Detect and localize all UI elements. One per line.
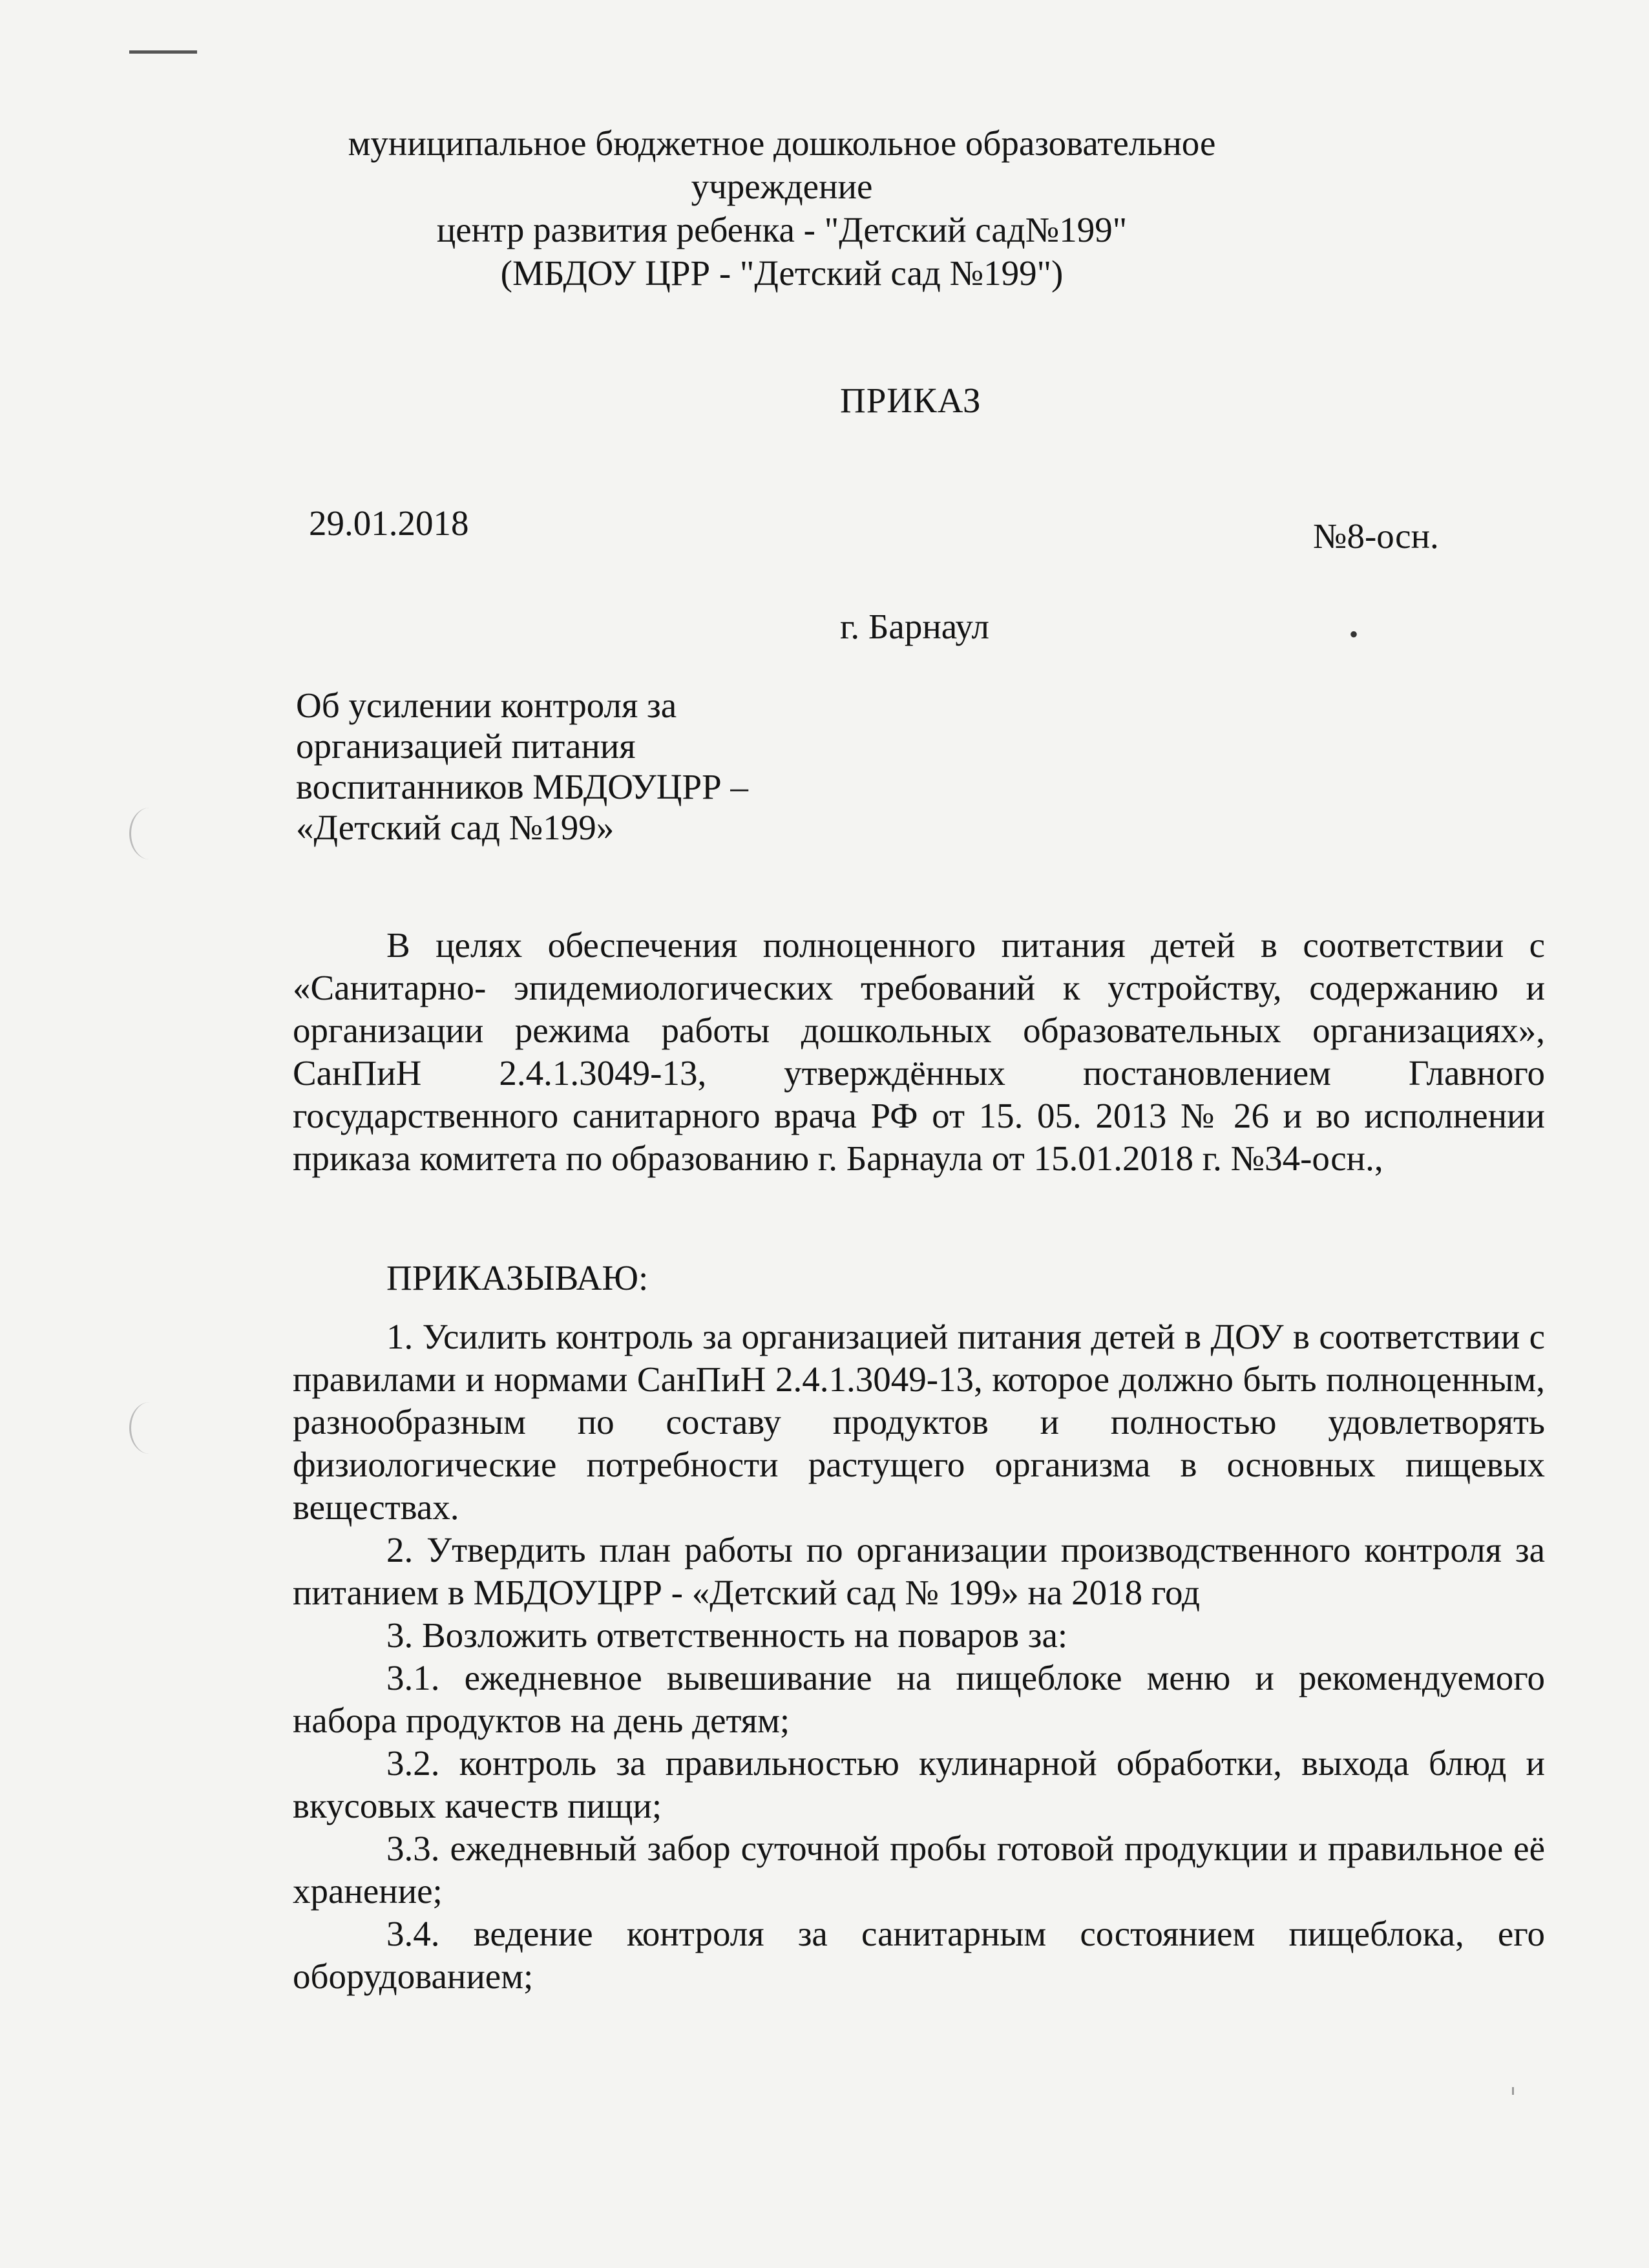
organization-header — [271, 121, 1292, 295]
order-item-3-4: 3.4. ведение контроля за санитарным состоянием пищеблока, его оборудованием; — [293, 1914, 1545, 1996]
document-number: №8-осн. — [1313, 516, 1439, 556]
document-city: г. Барнаул — [840, 607, 989, 646]
order-item-3-1: 3.1. ежедневное вывешивание на пищеблоке меню и рекомендуемого набора продуктов на день детям; — [293, 1658, 1545, 1740]
header-line-1: муниципальное бюджетное дошкольное образовательное учреждение — [348, 123, 1216, 206]
header-line-2: центр развития ребенка - "Детский сад№199" — [436, 210, 1128, 249]
subject-line: воспитанников МБДОУЦРР – — [296, 767, 748, 806]
order-word: ПРИКАЗЫВАЮ: — [386, 1258, 649, 1297]
preamble-block — [293, 924, 1545, 1180]
subject-line: Об усилении контроля за — [296, 686, 677, 725]
order-item-1: 1. Усилить контроль за организацией питания детей в ДОУ в соответствии с правилами и нормами СанПиН 2.4.1.3049-13, которое должно быть полноценным, разнообразным по составу продуктов и полностью удовлетворять физиологические потребности растущего организма в основных пищевых веществах. — [293, 1317, 1545, 1527]
document-type: ПРИКАЗ — [840, 381, 982, 420]
order-item-2: 2. Утвердить план работы по организации производственного контроля за питанием в МБДОУЦРР - «Детский сад № 199» на 2018 год — [293, 1530, 1545, 1612]
scan-speck — [1512, 2087, 1514, 2095]
document-subject — [296, 685, 748, 848]
stray-mark: • — [1349, 620, 1359, 649]
order-items — [293, 1316, 1545, 1998]
subject-line: организацией питания — [296, 726, 636, 766]
preamble-text: В целях обеспечения полноценного питания детей в соответствии с «Санитарно- эпидемиологических требований к устройству, содержанию и организации режима работы дошкольных образовательных организациях», СанПиН 2.4.1.3049-13, утверждённых постановлением Главного государственного санитарного врача РФ от 15. 05. 2013 № 26 и во исполнении приказа комитета по образованию г. Барнаула от 15.01.2018 г. №34-осн., — [293, 925, 1545, 1178]
subject-line: «Детский сад №199» — [296, 808, 614, 847]
document-date: 29.01.2018 — [309, 503, 469, 543]
order-item-3: 3. Возложить ответственность на поваров за: — [386, 1615, 1068, 1655]
order-item-3-2: 3.2. контроль за правильностью кулинарной обработки, выхода блюд и вкусовых качеств пищи; — [293, 1743, 1545, 1825]
corner-scan-mark — [129, 50, 197, 54]
punch-hole-mark — [129, 808, 170, 859]
punch-hole-mark — [129, 1402, 170, 1454]
header-line-3: (МБДОУ ЦРР - "Детский сад №199") — [500, 253, 1064, 293]
order-item-3-3: 3.3. ежедневный забор суточной пробы готовой продукции и правильное её хранение; — [293, 1829, 1545, 1911]
